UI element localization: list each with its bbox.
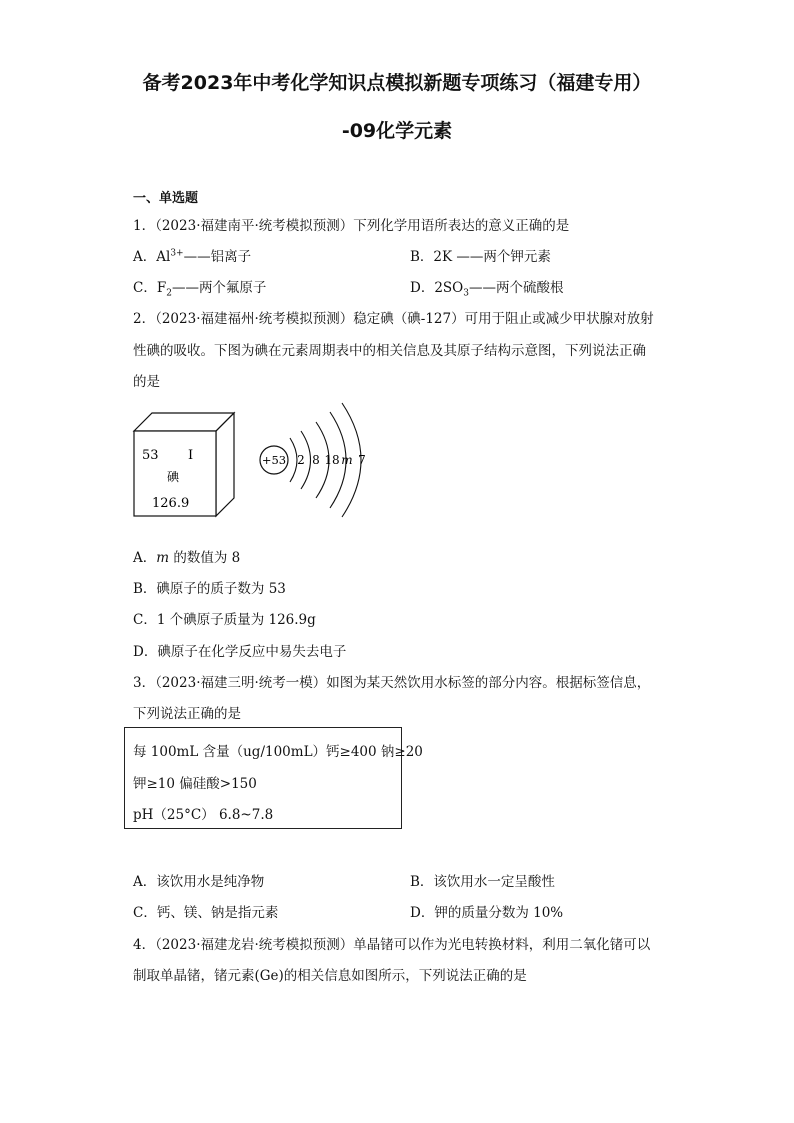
shell-2-electrons: 8 [312,453,320,467]
q1-option-d [410,276,563,299]
q2-option-a [133,546,240,566]
q1-option-c [133,276,266,299]
nucleus-charge: +53 [261,453,287,467]
card-atomic-mass: 126.9 [152,496,190,511]
q3-option-c: C．钙、镁、钠是指元素 [133,905,279,921]
q2-stem-line3: 的是 [133,374,160,390]
card-atomic-number: 53 [142,448,159,463]
shell-5-electrons: 7 [358,453,366,467]
card-side-face [216,413,234,516]
water-label-line2: 钾≥10 偏硅酸>150 [133,776,257,792]
q1-option-c-subscript: 2 [166,288,172,299]
water-label-line1: 每 100mL 含量（ug/100mL）钙≥400 钠≥20 [133,744,423,760]
q3-option-a: A．该饮用水是纯净物 [133,874,265,890]
q1-option-d-label: D．2SO [410,280,464,296]
q3-option-b: B．该饮用水一定呈酸性 [410,874,555,890]
q1-option-c-label: C．F [133,280,167,296]
q1-option-b: B．2K ——两个钾元素 [410,249,551,265]
shell-1-electrons: 2 [297,453,305,467]
document-title-line1: 备考2023年中考化学知识点模拟新题专项练习（福建专用） [142,72,652,94]
iodine-element-card [128,406,242,520]
q1-option-a-charge: 3+ [170,248,184,259]
q4-stem-line1: 4．（2023·福建龙岩·统考模拟预测）单晶锗可以作为光电转换材料，利用二氧化锗可以 [133,937,651,953]
q2-option-a-label: A． [133,550,157,566]
q2-stem-line2: 性碘的吸收。下图为碘在元素周期表中的相关信息及其原子结构示意图，下列说法正确 [133,343,646,359]
document-title-line2: -09化学元素 [341,120,453,142]
q1-option-d-text: ——两个硫酸根 [468,280,564,296]
q2-stem-line1: 2．（2023·福建福州·统考模拟预测）稳定碘（碘-127）可用于阻止或减少甲状腺对放射 [133,311,654,327]
water-label-line3: pH（25°C） 6.8~7.8 [133,807,274,823]
card-symbol: I [188,448,194,463]
q1-option-a [133,245,251,265]
q2-option-a-variable: m [156,550,170,566]
iodine-atom-diagram [254,398,378,522]
q1-option-a-symbol: Al [156,249,171,265]
electron-shell-1 [290,438,297,482]
q1-option-d-subscript: 3 [463,288,469,299]
shell-3-electrons: 18 [324,453,340,467]
q2-option-a-text: 的数值为 8 [169,550,241,566]
q1-option-a-label: A． [133,249,157,265]
section-heading: 一、单选题 [133,191,199,206]
q2-option-b: B．碘原子的质子数为 53 [133,581,286,597]
card-element-name: 碘 [167,470,180,484]
q1-stem: 1．（2023·福建南平·统考模拟预测）下列化学用语所表达的意义正确的是 [133,218,570,234]
q3-stem-line2: 下列说法正确的是 [133,706,241,722]
q2-option-d: D．碘原子在化学反应中易失去电子 [133,644,347,660]
q2-option-c: C．1 个碘原子质量为 126.9g [133,612,316,628]
q3-option-d: D．钾的质量分数为 10% [410,905,564,921]
water-label-box [124,727,423,829]
q1-option-c-text: ——两个氟原子 [171,280,267,296]
shell-4-electrons: m [341,453,353,467]
q1-option-a-text: ——铝离子 [183,249,252,265]
q3-stem-line1: 3．（2023·福建三明·统考一模）如图为某天然饮用水标签的部分内容。根据标签信息， [133,675,651,691]
q4-stem-line2: 制取单晶锗，锗元素(Ge)的相关信息如图所示，下列说法正确的是 [133,968,527,984]
